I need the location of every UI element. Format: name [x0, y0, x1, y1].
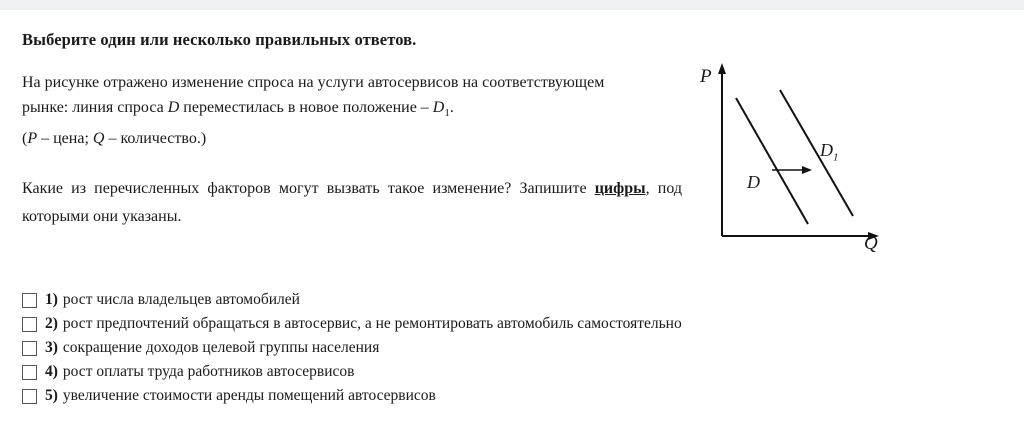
passage-line-1-text: На рисунке отражено изменение спроса на услуги автосервисов на соответствующем: [22, 74, 605, 91]
passage-text: [22, 70, 690, 151]
option-number-4: 4): [45, 363, 58, 380]
passage-line-3-part-a: (: [22, 130, 28, 148]
curve-label-d1-subscript: 1: [833, 151, 839, 164]
passage-line-2-part-b: переместилась в новое положение –: [179, 99, 433, 116]
axis-label-quantity: Q: [864, 233, 878, 254]
curve-d1-line: [780, 90, 853, 216]
option-label-3: сокращение доходов целевой группы населения: [62, 339, 380, 356]
curve-label-d1-letter: D: [820, 140, 833, 160]
checkbox-option-2[interactable]: [22, 317, 37, 332]
axis-vertical-arrow: [718, 63, 726, 74]
curve-d-line: [736, 98, 808, 224]
curve-label-d: D: [747, 172, 760, 192]
option-row-2[interactable]: [22, 312, 922, 336]
demand-symbol-d: D: [167, 99, 180, 116]
curve-label-d1: [820, 140, 839, 164]
option-row-1[interactable]: [22, 288, 922, 312]
checkbox-option-3[interactable]: [22, 341, 37, 356]
checkbox-option-4[interactable]: [22, 365, 37, 380]
question-main: Какие из перечисленных факторов могут вызвать такое изменение? Запишите: [22, 180, 587, 197]
option-row-3[interactable]: [22, 336, 922, 360]
task-page: [0, 10, 1024, 430]
option-label-1: рост числа владельцев автомобилей: [62, 291, 300, 308]
passage-line-3: [22, 126, 690, 151]
question-tail: , под которыми они указаны.: [22, 180, 683, 225]
option-label-2: рост предпочтений обращаться в автосервис, а не ремонтировать автомобиль самостоятельно: [62, 315, 682, 332]
checkbox-option-1[interactable]: [22, 293, 37, 308]
option-row-4[interactable]: [22, 360, 922, 384]
option-row-5[interactable]: [22, 384, 922, 408]
passage-line-2-part-a: рынке: линия спроса: [22, 99, 168, 116]
option-label-4: рост оплаты труда работников автосервисов: [62, 363, 355, 380]
option-number-1: 1): [45, 291, 58, 308]
price-symbol-p: P: [27, 130, 38, 148]
option-number-2: 2): [45, 315, 58, 332]
passage-line-2: [22, 95, 690, 126]
passage-line-2-part-c: .: [449, 99, 454, 116]
demand-shift-diagram: [690, 58, 910, 263]
instruction-heading: Выберите один или несколько правильных ответов.: [22, 30, 417, 49]
option-label-5: увеличение стоимости аренды помещений автосервисов: [62, 387, 436, 404]
answer-options-list: [22, 288, 922, 408]
option-number-5: 5): [45, 387, 58, 404]
question-text: [22, 175, 682, 231]
passage-line-1: [22, 70, 690, 95]
passage-line-3-part-b: – цена;: [37, 130, 93, 148]
quantity-symbol-q: Q: [92, 130, 105, 148]
option-number-3: 3): [45, 339, 58, 356]
axis-label-price: P: [700, 66, 712, 87]
question-bold-word: цифры: [594, 180, 646, 197]
checkbox-option-5[interactable]: [22, 389, 37, 404]
shift-arrow-head: [802, 166, 812, 174]
passage-line-3-part-c: – количество.): [104, 130, 207, 148]
demand-symbol-d1: D: [432, 99, 445, 116]
demand-symbol-d1-subscript: 1: [444, 107, 450, 120]
